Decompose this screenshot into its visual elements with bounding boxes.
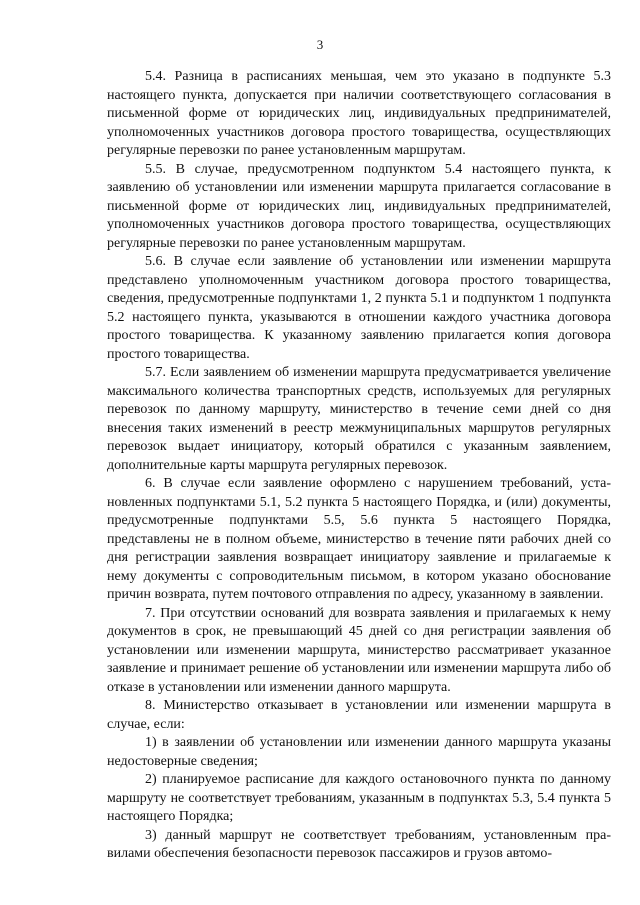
paragraph-7: 7. При отсутствии оснований для возврата заявления и прилагаемых к нему документов в срок, не превышающий 45 дней со дня регистрации заявления об установлении или изменении маршрута, министерство рассматривает указанное заявление и принимает решение об установлении или изменении маршрута либо об отказе в установлении или изменении данного маршрута. [107,605,611,695]
document-body [107,68,611,864]
paragraph-5-6: 5.6. В случае если заявление об установлении или изменении маршрута представлено уполномоченным участником договора простого товарищества, сведения, предусмотренные подпунктами 1, 2 пункта 5.1 и подпунктом 1 подпункта 5.2 настоящего пункта, указываются в отношении каждого участника договора простого товарищества. К указанному заявлению прилагается копия договора простого товарищества. [107,254,611,362]
list-item-2: 2) планируемое расписание для каждого остановочного пункта по данному маршруту не соответствует требованиям, указанным в подпунктах 5.3, 5.4 пункта 5 настоящего Порядка; [107,772,611,824]
paragraph-5-7: 5.7. Если заявлением об изменении маршрута предусматривается увеличение максимального количества транспортных средств, используемых для регулярных перевозок по данному маршруту, министерство в течение семи дней со дня внесения таких изменений в реестр межмуниципальных маршрутов регулярных перевозок выдает инициатору, который обратился с указанным заявлением, дополнительные карты маршрута регулярных перевозок. [107,365,611,473]
paragraph-5-4: 5.4. Разница в расписаниях меньшая, чем это указано в подпункте 5.3 настоящего пункта, допускается при наличии соответствующего согласования в письменной форме от юридических лиц, индивидуальных предпринимателей, уполномоченных участников договора простого товарищества, осуществляющих регулярные перевозки по ранее установленным маршрутам. [107,69,611,158]
paragraph-8: 8. Министерство отказывает в установлении или изменении маршрута в случае, если: [107,698,611,732]
paragraph-5-5: 5.5. В случае, предусмотренном подпунктом 5.4 настоящего пункта, к заявлению об установлении или изменении маршрута прилагается согласование в письменной форме от юридических лиц, индивидуальных предпринимателей, уполномоченных участников договора простого товарищества, осуществляющих регулярные перевозки по ранее установленным маршрутам. [107,161,611,251]
list-item-1: 1) в заявлении об установлении или изменении данного маршрута указаны недостоверные сведения; [107,735,611,769]
paragraph-6: 6. В случае если заявление оформлено с нарушением требований, установленных подпунктами 5.1, 5.2 пункта 5 настоящего Порядка, и (или) документы, предусмотренные подпунктами 5.5, 5.6 пункта 5 настоящего Порядка, представлены не в полном объеме, министерство в течение пяти рабочих дней со дня регистрации заявления возвращает инициатору заявление и прилагаемые к нему документы с сопроводительным письмом, в котором указано обоснование причин возврата, путем почтового отправления по адресу, указанному в заявлении. [107,476,611,602]
page-number: 3 [316,37,324,52]
list-item-3: 3) данный маршрут не соответствует требованиям, установленным правилами обеспечения безопасности перевозок пассажиров и грузов автомо- [107,827,611,861]
